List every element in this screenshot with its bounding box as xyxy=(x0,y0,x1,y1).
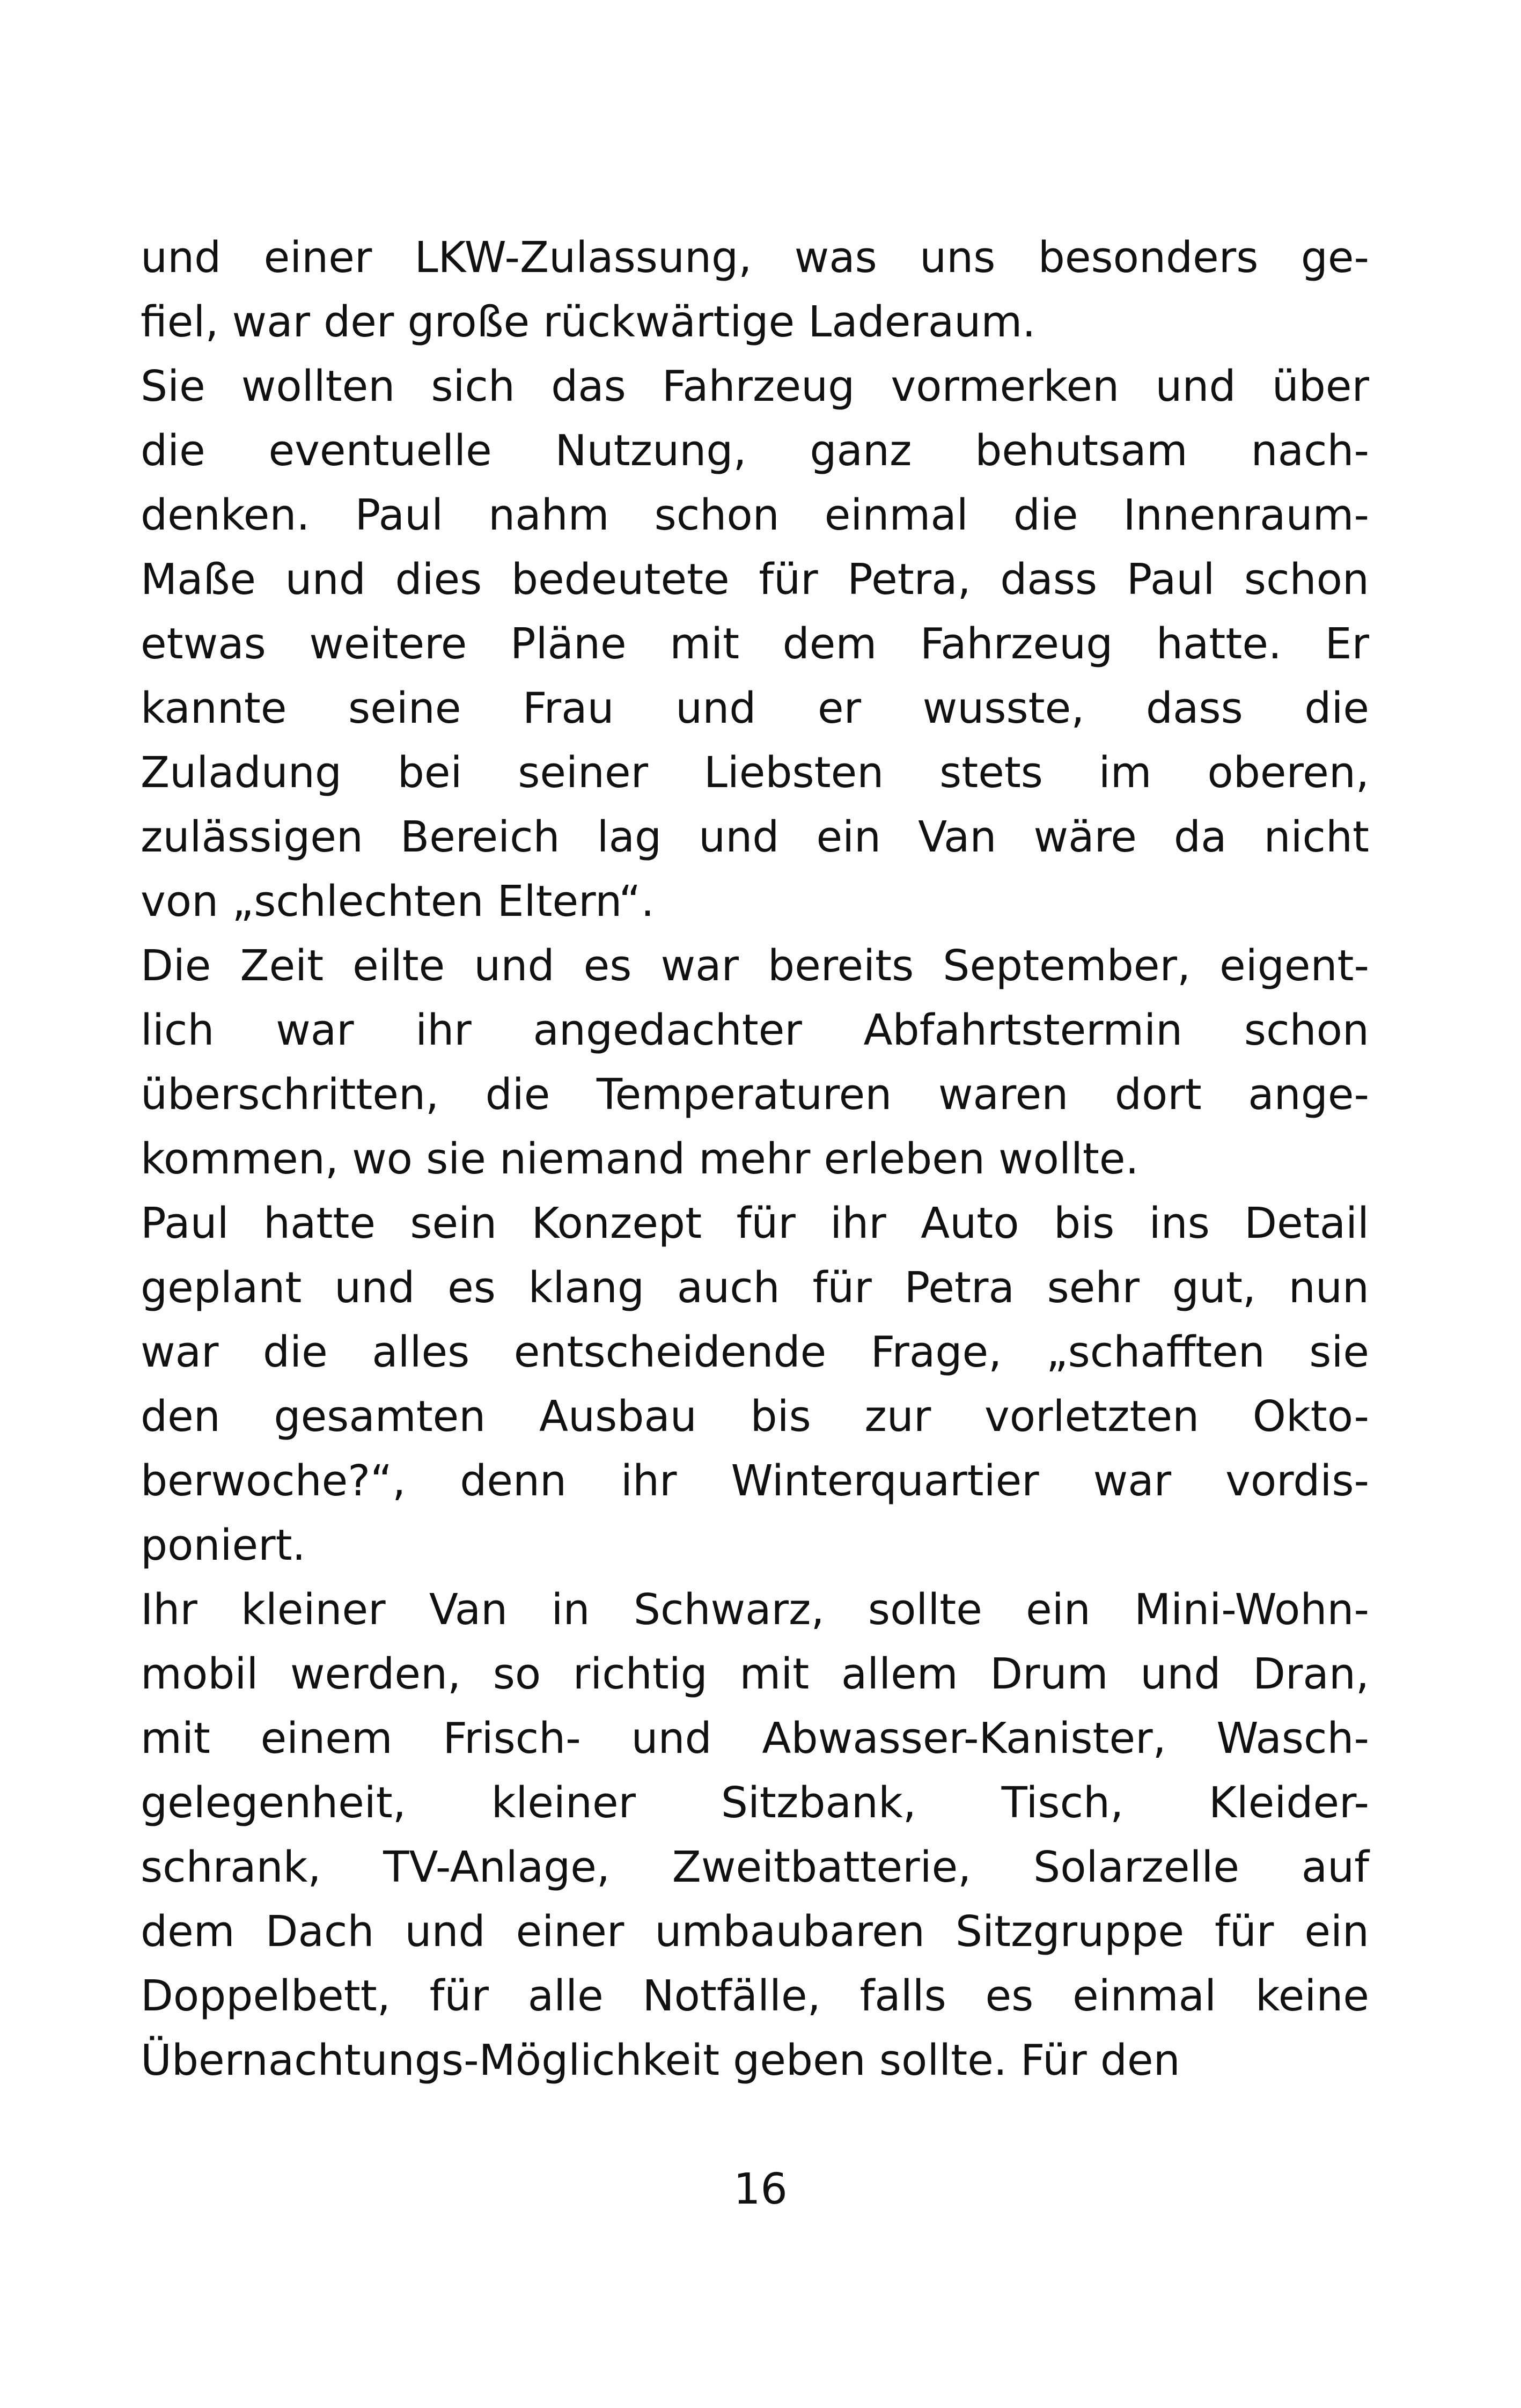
text-line: Übernachtungs-Möglichkeit geben sollte. Für den xyxy=(141,2036,1180,2085)
text-line: fiel, war der große rückwärtige Laderaum. xyxy=(141,297,1036,347)
text-line: Zuladung bei seiner Liebsten stets im oberen, xyxy=(141,748,1369,797)
text-line: Sie wollten sich das Fahrzeug vormerken und über xyxy=(141,362,1369,411)
text-line: etwas weitere Pläne mit dem Fahrzeug hatte. Er xyxy=(141,619,1369,669)
text-line: die eventuelle Nutzung, ganz behutsam nach- xyxy=(141,426,1369,475)
text-line: mit einem Frisch- und Abwasser-Kanister, Wasch- xyxy=(141,1714,1369,1763)
text-line: berwoche?“, denn ihr Winterquartier war vordis- xyxy=(141,1456,1369,1506)
text-line: Maße und dies bedeutete für Petra, dass Paul schon xyxy=(141,555,1369,604)
text-line: poniert. xyxy=(141,1521,306,1570)
body-text xyxy=(141,225,1369,2093)
text-line: Die Zeit eilte und es war bereits September, eigent- xyxy=(141,941,1369,990)
page-number: 16 xyxy=(733,2164,788,2214)
text-line: kommen, wo sie niemand mehr erleben wollte. xyxy=(141,1134,1139,1184)
text-line: Paul hatte sein Konzept für ihr Auto bis ins Detail xyxy=(141,1199,1369,1248)
text-line: den gesamten Ausbau bis zur vorletzten Okto- xyxy=(141,1392,1369,1441)
text-line: und einer LKW-Zulassung, was uns besonders ge- xyxy=(141,233,1369,282)
text-line: war die alles entscheidende Frage, „schafften sie xyxy=(141,1327,1369,1377)
text-line: überschritten, die Temperaturen waren dort ange- xyxy=(141,1070,1369,1119)
text-line: denken. Paul nahm schon einmal die Innenraum- xyxy=(141,490,1369,540)
text-line: Ihr kleiner Van in Schwarz, sollte ein Mini-Wohn- xyxy=(141,1585,1369,1634)
text-line: gelegenheit, kleiner Sitzbank, Tisch, Kleider- xyxy=(141,1778,1369,1827)
text-line: schrank, TV-Anlage, Zweitbatterie, Solarzelle auf xyxy=(141,1842,1369,1892)
text-line: lich war ihr angedachter Abfahrtstermin schon xyxy=(141,1005,1369,1055)
text-line: zulässigen Bereich lag und ein Van wäre da nicht xyxy=(141,812,1369,862)
text-line: kannte seine Frau und er wusste, dass die xyxy=(141,684,1369,733)
text-line: geplant und es klang auch für Petra sehr gut, nun xyxy=(141,1263,1369,1312)
text-line: von „schlechten Eltern“. xyxy=(141,877,655,926)
text-line: Doppelbett, für alle Notfälle, falls es einmal keine xyxy=(141,1971,1369,2021)
text-line: dem Dach und einer umbaubaren Sitzgruppe für ein xyxy=(141,1907,1369,1956)
text-line: mobil werden, so richtig mit allem Drum und Dran, xyxy=(141,1649,1369,1699)
